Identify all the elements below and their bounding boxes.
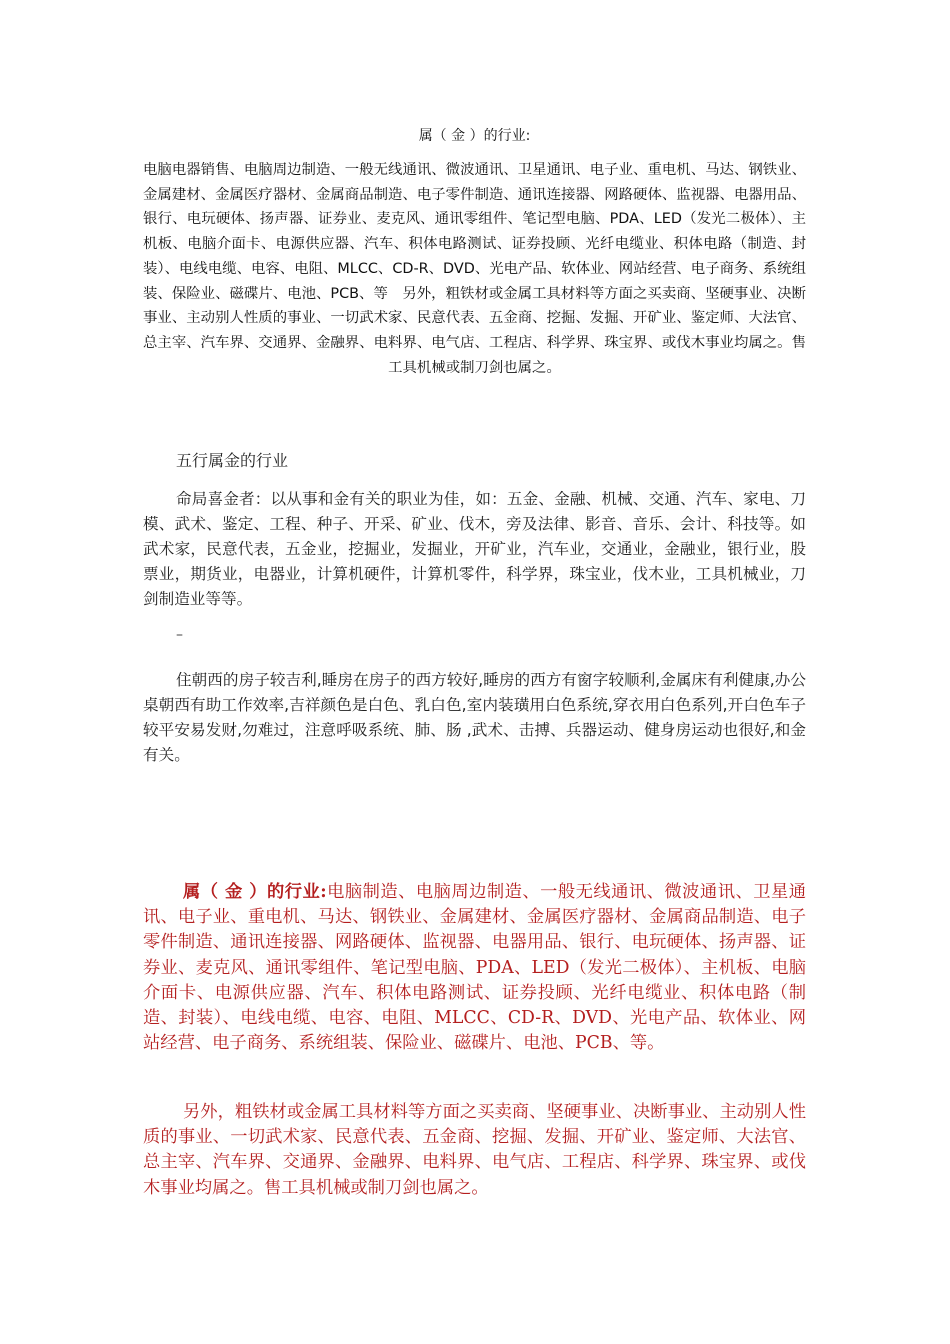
section2-body: 命局喜金者：以从事和金有关的职业为佳，如：五金、金融、机械、交通、汽车、家电、刀模、武术、鉴定、工程、种子、开采、矿业、伐木，旁及法律、影音、音乐、会计、科技等。如武术家，民意代表，五金业，挖掘业，发掘业，开矿业，汽车业，交通业，金融业，银行业，股票业，期货业，电器业，计算机硬件，计算机零件，科学界，珠宝业，伐木业，工具机械业，刀剑制造业等等。 (143, 490, 806, 608)
section3-lead: 属（ 金 ）的行业: (183, 882, 327, 902)
section1-body: 电脑电器销售、电脑周边制造、一般无线通讯、微波通讯、卫星通讯、电子业、重电机、马达、钢铁业、金属建材、金属医疗器材、金属商品制造、电子零件制造、通讯连接器、网路硬体、监视器、电器用品、银行、电玩硬体、扬声器、证券业、麦克风、通讯零组件、笔记型电脑、PDA、LED（发光二极体）、主机板、电脑介面卡、电源供应器、汽车、积体电路测试、证券投顾、光纤电缆业、积体电路（制造、封装）、电线电缆、电容、电阻、MLCC、CD-R、DVD、光电产品、软体业、网站经营、电子商务、系统组装、保险业、磁碟片、电池、PCB、等 另外，粗铁材或金属工具材料等方面之买卖商、坚硬事业、决断事业、主动别人性质的事业、一切武术家、民意代表、五金商、挖掘、发掘、开矿业、鉴定师、大法官、总主宰、汽车界、交通界、金融界、电料界、电气店、工程店、科学界、珠宝界、或伐木事业均属之。售工具机械或制刀剑也属之。 (143, 162, 806, 376)
section2-body-feng-shui: 住朝西的房子较吉利,睡房在房子的西方较好,睡房的西方有窗字较顺利,金属床有利健康,办公桌朝西有助工作效率,吉祥颜色是白色、乳白色,室内装璜用白色系统,穿衣用白色系列,开白色车子较平安易发财,勿难过，注意呼吸系统、肺、肠 ,武术、击搏、兵器运动、健身房运动也很好,和金有关。 (143, 671, 806, 764)
section3-body-text: 电脑制造、电脑周边制造、一般无线通讯、微波通讯、卫星通讯、电子业、重电机、马达、钢铁业、金属建材、金属医疗器材、金属商品制造、电子零件制造、通讯连接器、网路硬体、监视器、电器用品、银行、电玩硬体、扬声器、证券业、麦克风、通讯零组件、笔记型电脑、PDA、LED（发光二极体）、主机板、电脑介面卡、电源供应器、汽车、积体电路测试、证券投顾、光纤电缆业、积体电路（制造、封装）、电线电缆、电容、电阻、MLCC、CD-R、DVD、光电产品、软体业、网站经营、电子商务、系统组装、保险业、磁碟片、电池、PCB、等。 (143, 882, 806, 1054)
section3-body-other: 另外，粗铁材或金属工具材料等方面之买卖商、坚硬事业、决断事业、主动别人性质的事业、一切武术家、民意代表、五金商、挖掘、发掘、开矿业、鉴定师、大法官、总主宰、汽车界、交通界、金融界、电料界、电气店、工程店、科学界、珠宝界、或伐木事业均属之。售工具机械或制刀剑也属之。 (143, 1102, 806, 1198)
section2-title: 五行属金的行业 (176, 451, 289, 470)
section1-title: 属（ 金 ）的行业: (418, 128, 531, 144)
section2-dash: – (176, 627, 183, 643)
section3-body (143, 880, 806, 1056)
